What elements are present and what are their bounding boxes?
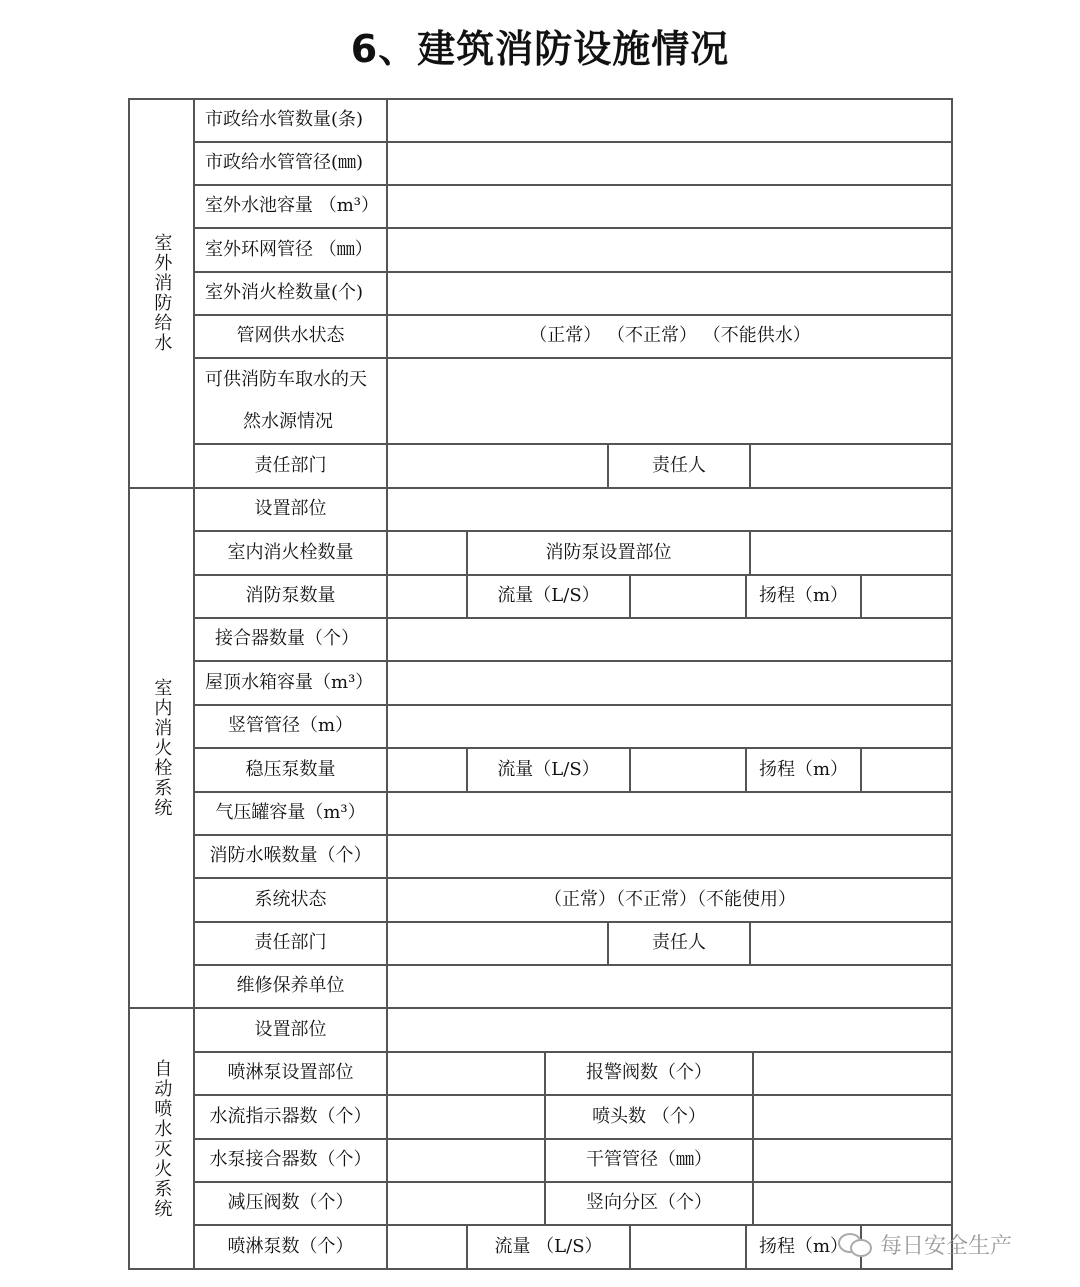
field-booster-flow[interactable] (630, 748, 746, 792)
label-sprinkler-pump-count: 喷淋泵数（个） (194, 1225, 387, 1270)
field-sprinkler-pump-location[interactable] (387, 1052, 545, 1095)
label-alarm-valve: 报警阀数（个） (545, 1052, 753, 1095)
field-pipe-diameter[interactable] (387, 142, 953, 185)
watermark-text: 每日安全生产 (880, 1233, 1013, 1259)
label-pump-count: 消防泵数量 (194, 575, 387, 618)
label-natural-source-line1: 可供消防车取水的天 (205, 369, 367, 390)
label-adapter-count: 接合器数量（个） (194, 618, 387, 661)
label-pipe-diameter: 市政给水管管径(㎜) (194, 142, 387, 185)
label-sprinkler-adapter: 水泵接合器数（个） (194, 1139, 387, 1182)
label-tank-volume: 屋顶水箱容量（m³） (194, 661, 387, 705)
label-pump-flow: 流量（L/S） (467, 575, 630, 618)
wechat-icon (838, 1231, 872, 1257)
field-outdoor-person[interactable] (750, 444, 953, 488)
section-label-outdoor (128, 98, 194, 488)
section-label-indoor (128, 488, 194, 1008)
field-natural-source[interactable] (387, 358, 953, 444)
label-throat-count: 消防水喉数量（个） (194, 835, 387, 878)
label-indoor-hydrant-count: 室内消火栓数量 (194, 531, 387, 575)
label-outdoor-person: 责任人 (608, 444, 750, 488)
label-riser-diameter: 竖管管径（m） (194, 705, 387, 748)
field-heads[interactable] (753, 1095, 953, 1139)
field-adapter-count[interactable] (387, 618, 953, 661)
field-pipe-count[interactable] (387, 98, 953, 142)
watermark (838, 1226, 1012, 1262)
label-pipe-count: 市政给水管数量(条) (194, 98, 387, 142)
field-pool-volume[interactable] (387, 185, 953, 228)
field-tank-volume[interactable] (387, 661, 953, 705)
page-title: 6、建筑消防设施情况 (350, 27, 730, 71)
label-dry-pipe: 干管管径（㎜） (545, 1139, 753, 1182)
field-reducing-valve[interactable] (387, 1182, 545, 1225)
field-pump-flow[interactable] (630, 575, 746, 618)
label-indoor-dept: 责任部门 (194, 922, 387, 965)
label-sprinkler-location: 设置部位 (194, 1008, 387, 1052)
field-zones[interactable] (753, 1182, 953, 1225)
field-flow-indicator[interactable] (387, 1095, 545, 1139)
field-throat-count[interactable] (387, 835, 953, 878)
label-outdoor-dept: 责任部门 (194, 444, 387, 488)
label-flow-indicator: 水流指示器数（个） (194, 1095, 387, 1139)
label-sprinkler-flow: 流量 （L/S） (467, 1225, 630, 1270)
field-booster-head[interactable] (861, 748, 953, 792)
section-label-indoor-text: 室内消火栓系统 (151, 678, 173, 818)
options-system-status[interactable]: （正常）（不正常）（不能使用） (387, 878, 953, 922)
field-maintenance[interactable] (387, 965, 953, 1008)
field-pressure-tank[interactable] (387, 792, 953, 835)
field-indoor-hydrant-count[interactable] (387, 531, 467, 575)
label-hydrant-count: 室外消火栓数量(个) (194, 272, 387, 315)
section-label-outdoor-text: 室外消防给水 (151, 233, 173, 353)
section-label-sprinkler (128, 1008, 194, 1270)
label-natural-source (194, 358, 387, 444)
field-sprinkler-pump-count[interactable] (387, 1225, 467, 1270)
label-pool-volume: 室外水池容量 （m³） (194, 185, 387, 228)
field-indoor-dept[interactable] (387, 922, 608, 965)
label-booster-count: 稳压泵数量 (194, 748, 387, 792)
field-indoor-location[interactable] (387, 488, 953, 531)
label-pump-head: 扬程（m） (746, 575, 861, 618)
field-sprinkler-location[interactable] (387, 1008, 953, 1052)
field-outdoor-dept[interactable] (387, 444, 608, 488)
field-alarm-valve[interactable] (753, 1052, 953, 1095)
field-booster-count[interactable] (387, 748, 467, 792)
label-system-status: 系统状态 (194, 878, 387, 922)
label-natural-source-line2: 然水源情况 (243, 411, 333, 432)
field-riser-diameter[interactable] (387, 705, 953, 748)
label-sprinkler-head: 扬程（m） (746, 1225, 861, 1270)
section-label-sprinkler-text: 自动喷水灭火系统 (151, 1059, 173, 1219)
field-pump-count[interactable] (387, 575, 467, 618)
label-booster-head: 扬程（m） (746, 748, 861, 792)
label-indoor-location: 设置部位 (194, 488, 387, 531)
label-booster-flow: 流量（L/S） (467, 748, 630, 792)
field-sprinkler-flow[interactable] (630, 1225, 746, 1270)
field-hydrant-count[interactable] (387, 272, 953, 315)
field-pump-location[interactable] (750, 531, 953, 575)
field-indoor-person[interactable] (750, 922, 953, 965)
field-ring-diameter[interactable] (387, 228, 953, 272)
label-ring-diameter: 室外环网管径 （㎜） (194, 228, 387, 272)
label-indoor-person: 责任人 (608, 922, 750, 965)
label-pump-location: 消防泵设置部位 (467, 531, 750, 575)
options-network-status[interactable]: （正常） （不正常） （不能供水） (387, 315, 953, 358)
field-sprinkler-adapter[interactable] (387, 1139, 545, 1182)
label-network-status: 管网供水状态 (194, 315, 387, 358)
field-dry-pipe[interactable] (753, 1139, 953, 1182)
label-sprinkler-pump-location: 喷淋泵设置部位 (194, 1052, 387, 1095)
label-reducing-valve: 减压阀数（个） (194, 1182, 387, 1225)
field-pump-head[interactable] (861, 575, 953, 618)
label-heads: 喷头数 （个） (545, 1095, 753, 1139)
label-maintenance: 维修保养单位 (194, 965, 387, 1008)
label-pressure-tank: 气压罐容量（m³） (194, 792, 387, 835)
label-zones: 竖向分区（个） (545, 1182, 753, 1225)
